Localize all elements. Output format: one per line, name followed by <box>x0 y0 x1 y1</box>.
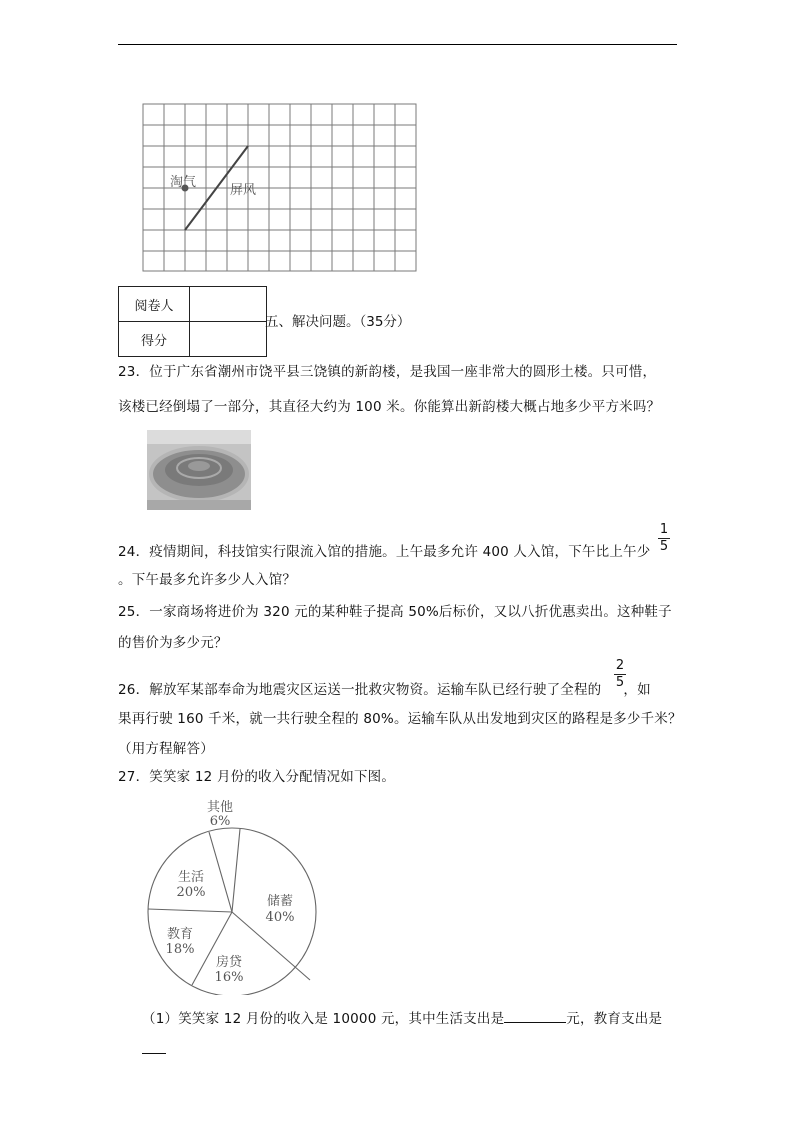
question-26 <box>118 675 688 766</box>
q27-sub1-prefix: （1）笑笑家 12 月份的收入是 10000 元，其中生活支出是 <box>142 1011 505 1027</box>
q23-line1: 23．位于广东省潮州市饶平县三饶镇的新韵楼，是我国一座非常大的圆形土楼。只可惜， <box>118 364 657 380</box>
q24-numerator: 1 <box>659 522 669 537</box>
line-label: 屏风 <box>230 183 257 198</box>
q25-line1: 25．一家商场将进价为 320 元的某种鞋子提高 50%后标价，又以八折优惠卖出。这种鞋子 <box>118 604 672 620</box>
q24-line1: 24．疫情期间，科技馆实行限流入馆的措施。上午最多允许 400 人入馆，下午比上午少 <box>118 544 651 560</box>
q25-line2: 的售价为多少元？ <box>118 635 228 651</box>
question-23 <box>118 357 688 423</box>
header-rule <box>118 44 677 45</box>
tulou-photo <box>147 430 251 510</box>
income-pie-chart <box>140 795 330 999</box>
section-title: 五、解决问题。（35分） <box>265 314 411 330</box>
q26-fraction <box>614 659 626 690</box>
pie-label-education: 教育 <box>166 927 194 942</box>
question-25 <box>118 597 688 659</box>
svg-text:40%: 40% <box>265 910 295 925</box>
svg-text:6%: 6% <box>209 814 231 829</box>
education-expense-blank[interactable] <box>142 1039 166 1054</box>
pie-label-other: 其他 <box>206 800 234 815</box>
q26-denominator: 5 <box>615 675 625 690</box>
svg-text:18%: 18% <box>165 942 195 957</box>
pie-label-living: 生活 <box>177 870 205 885</box>
q24-denominator: 5 <box>659 539 669 554</box>
q26-line1-text: 26．解放军某部奉命为地震灾区运送一批救灾物资。运输车队已经行驶了全程的 <box>118 682 602 698</box>
svg-text:20%: 20% <box>176 885 206 900</box>
question-27 <box>118 762 688 793</box>
svg-text:16%: 16% <box>214 970 244 985</box>
q23-line2: 该楼已经倒塌了一部分，其直径大约为 100 米。你能算出新韵楼大概占地多少平方米吗？ <box>118 399 661 415</box>
q24-fraction <box>658 523 670 554</box>
pie-label-mortgage: 房贷 <box>215 955 243 970</box>
question-24 <box>118 537 688 592</box>
q26-line1-tail: ，如 <box>623 682 651 698</box>
grader-label: 阅卷人 <box>119 287 190 322</box>
score-cell[interactable] <box>190 322 267 357</box>
score-label: 得分 <box>119 322 190 357</box>
q26-line3: （用方程解答） <box>118 741 214 757</box>
point-label: 淘气 <box>170 175 197 190</box>
question-27-part1 <box>142 1004 682 1066</box>
q26-numerator: 2 <box>615 658 625 673</box>
q27-line1: 27．笑笑家 12 月份的收入分配情况如下图。 <box>118 769 396 785</box>
grid-figure <box>142 103 420 277</box>
q26-line2: 果再行驶 160 千米，就一共行驶全程的 80%。运输车队从出发地到灾区的路程是多少千米？ <box>118 711 682 727</box>
q27-sub1-mid: 元，教育支出是 <box>566 1011 663 1027</box>
pie-label-savings: 储蓄 <box>266 894 294 909</box>
q26-line1 <box>118 675 688 706</box>
score-table <box>118 286 267 357</box>
grader-cell[interactable] <box>190 287 267 322</box>
q24-line2: 。下午最多允许多少人入馆？ <box>118 572 297 588</box>
living-expense-blank[interactable] <box>504 1008 566 1023</box>
